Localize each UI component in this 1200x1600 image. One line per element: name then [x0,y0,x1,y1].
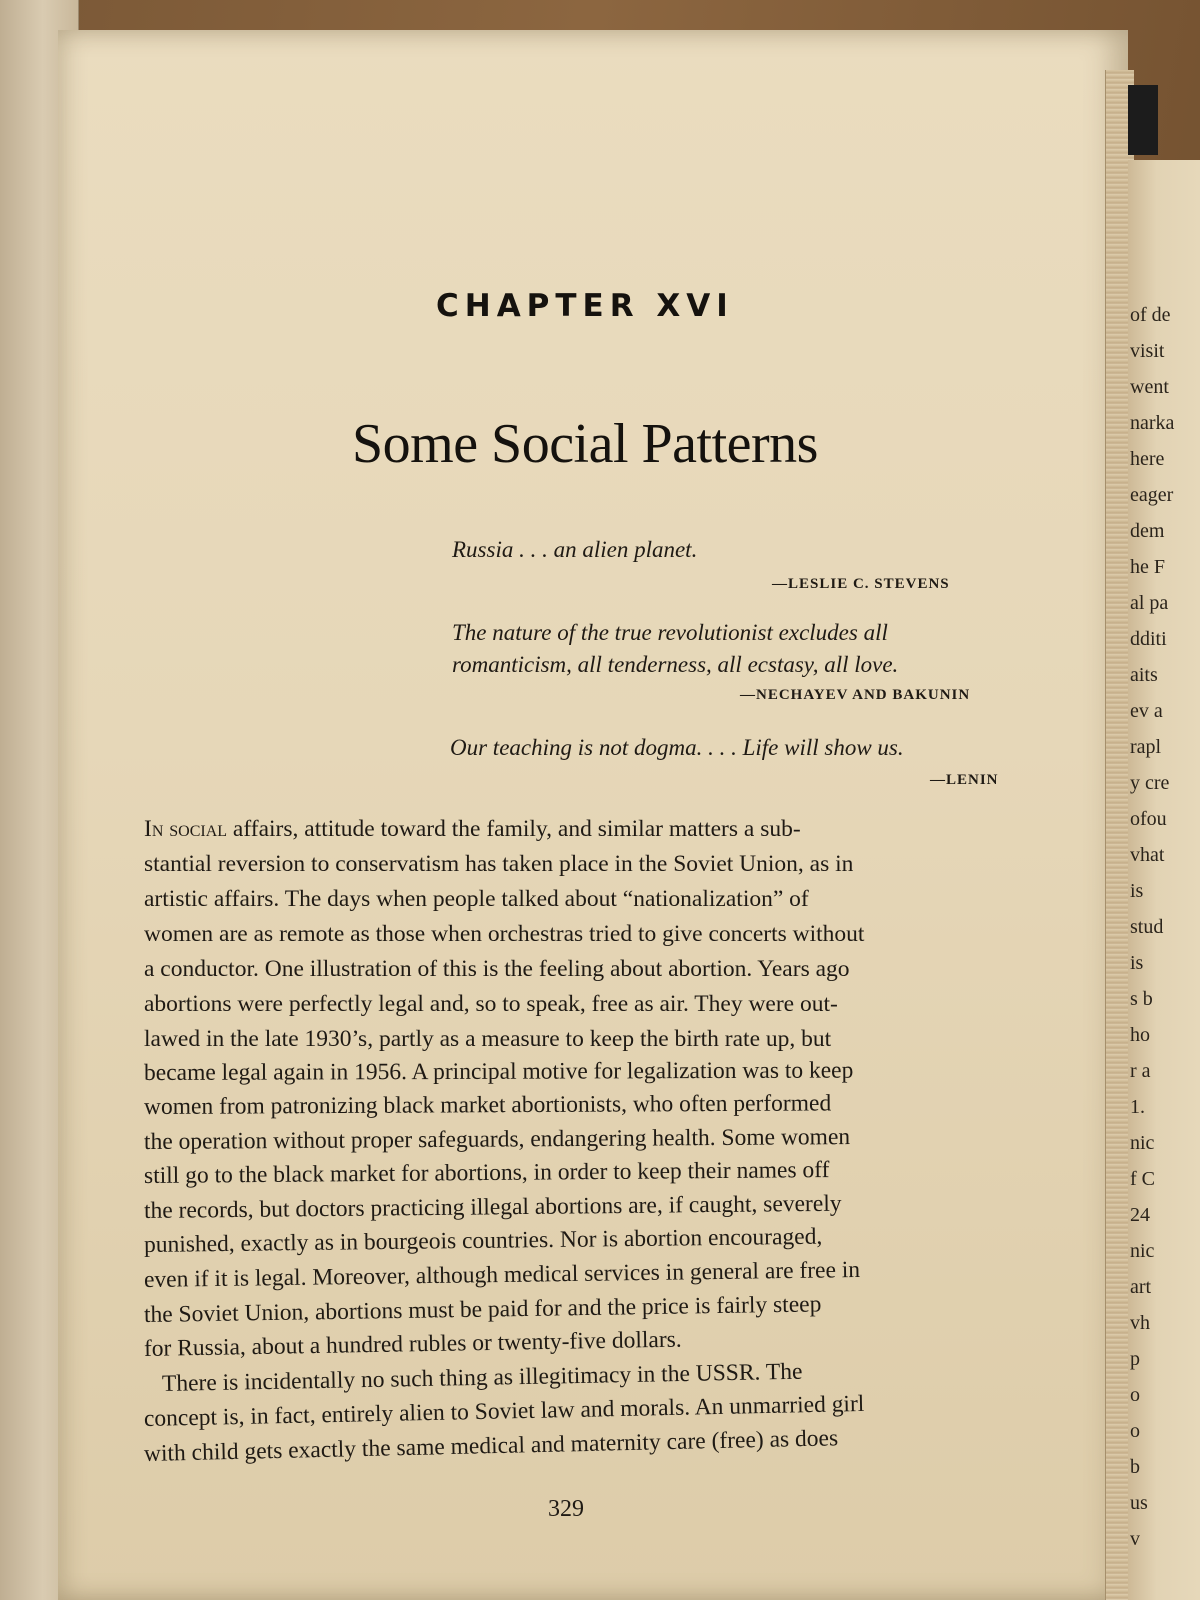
next-page-fragment: eager [1130,484,1174,506]
next-page-fragment: o [1130,1420,1140,1442]
epigraph-1-line-1: Russia . . . an alien planet. [452,537,698,562]
epigraph-1-attribution: —LESLIE C. STEVENS [772,576,950,592]
next-page-fragment: he F [1130,556,1165,578]
next-page-fragment: o [1130,1384,1140,1406]
body-line: a conductor. One illustration of this is the feeling about abortion. Years ago [144,956,850,982]
body-line: women from patronizing black market abortionists, who often performed [143,1090,832,1120]
body-line: There is incidentally no such thing as illegitimacy in the USSR. The [161,1358,803,1397]
next-page-fragment: r a [1130,1060,1151,1082]
next-page-fragment: f C [1130,1168,1155,1190]
opening-words: In social [144,816,228,842]
chapter-label: CHAPTER XVI [436,288,734,324]
epigraph-3-line-1: Our teaching is not dogma. . . . Life will show us. [450,735,904,760]
next-page-fragment: is [1130,952,1144,974]
body-line: abortions were perfectly legal and, so to speak, free as air. They were out- [144,991,838,1017]
next-page-fragment: 1. [1130,1096,1145,1118]
body-line: the records, but doctors practicing illegal abortions are, if caught, severely [143,1190,842,1224]
body-line: the Soviet Union, abortions must be paid for and the price is fairly steep [143,1291,822,1328]
next-page-fragment: is [1130,880,1144,902]
body-line: punished, exactly as in bourgeois countries. Nor is abortion encouraged, [143,1223,823,1258]
body-line: women are as remote as those when orchestras tried to give concerts without [144,921,865,947]
next-page-fragment: 24 [1130,1204,1150,1226]
next-page-fragment: y cre [1130,772,1170,794]
body-line: stantial reversion to conservatism has taken place in the Soviet Union, as in [144,851,854,877]
next-page-fragment: vhat [1130,844,1165,866]
page-number: 329 [548,1496,584,1522]
next-page-fragment: nic [1130,1240,1155,1262]
body-line: concept is, in fact, entirely alien to Soviet law and morals. An unmarried girl [143,1390,865,1432]
epigraph-3-attribution: —LENIN [930,772,999,788]
next-page-fragment: al pa [1130,592,1169,614]
next-page-fragment: dditi [1130,628,1167,650]
epigraph-2-attribution: —NECHAYEV AND BAKUNIN [740,687,971,703]
next-page-fragment: ofou [1130,808,1167,830]
next-page-fragment: visit [1130,340,1165,362]
next-page-fragment: nic [1130,1132,1155,1154]
next-page-fragment: went [1130,376,1169,398]
next-page-fragment: rapl [1130,736,1162,758]
next-page-fragment: art [1130,1276,1152,1298]
body-line-text: affairs, attitude toward the family, and similar matters a sub- [227,816,801,842]
body-line: for Russia, about a hundred rubles or twenty-five dollars. [143,1326,682,1362]
body-line: artistic affairs. The days when people talked about “nationalization” of [144,886,809,912]
epigraph-2-line-1: The nature of the true revolutionist excludes all [452,620,888,645]
epigraph-2-line-2: romanticism, all tenderness, all ecstasy, all love. [452,652,899,677]
body-line: even if it is legal. Moreover, although medical services in general are free in [143,1257,861,1293]
body-line: lawed in the late 1930’s, partly as a measure to keep the birth rate up, but [144,1026,832,1052]
next-page-fragment: ho [1130,1024,1150,1046]
next-page-fragment: us [1130,1492,1148,1514]
next-page-fragment: of de [1130,304,1171,326]
body-line: with child gets exactly the same medical and maternity care (free) as does [143,1425,839,1467]
next-page-fragment: s b [1130,988,1153,1010]
next-page-fragment: aits [1130,664,1158,686]
next-page-fragment: p [1130,1348,1140,1370]
next-page-fragment: vh [1130,1312,1150,1334]
next-page-fragment: stud [1130,916,1164,938]
next-page-fragment: b [1130,1456,1140,1478]
next-page-fragment: v [1130,1528,1140,1550]
body-line [144,818,801,842]
next-page-fragment: dem [1130,520,1165,542]
chapter-title: Some Social Patterns [352,413,818,475]
body-line: still go to the black market for abortions, in order to keep their names off [143,1157,830,1189]
next-page-fragment: narka [1130,412,1175,434]
next-page-fragment: ev a [1130,700,1163,722]
body-line: became legal again in 1956. A principal motive for legalization was to keep [143,1057,854,1086]
body-line: the operation without proper safeguards, endangering health. Some women [143,1124,851,1155]
next-page-fragment: here [1130,448,1165,470]
